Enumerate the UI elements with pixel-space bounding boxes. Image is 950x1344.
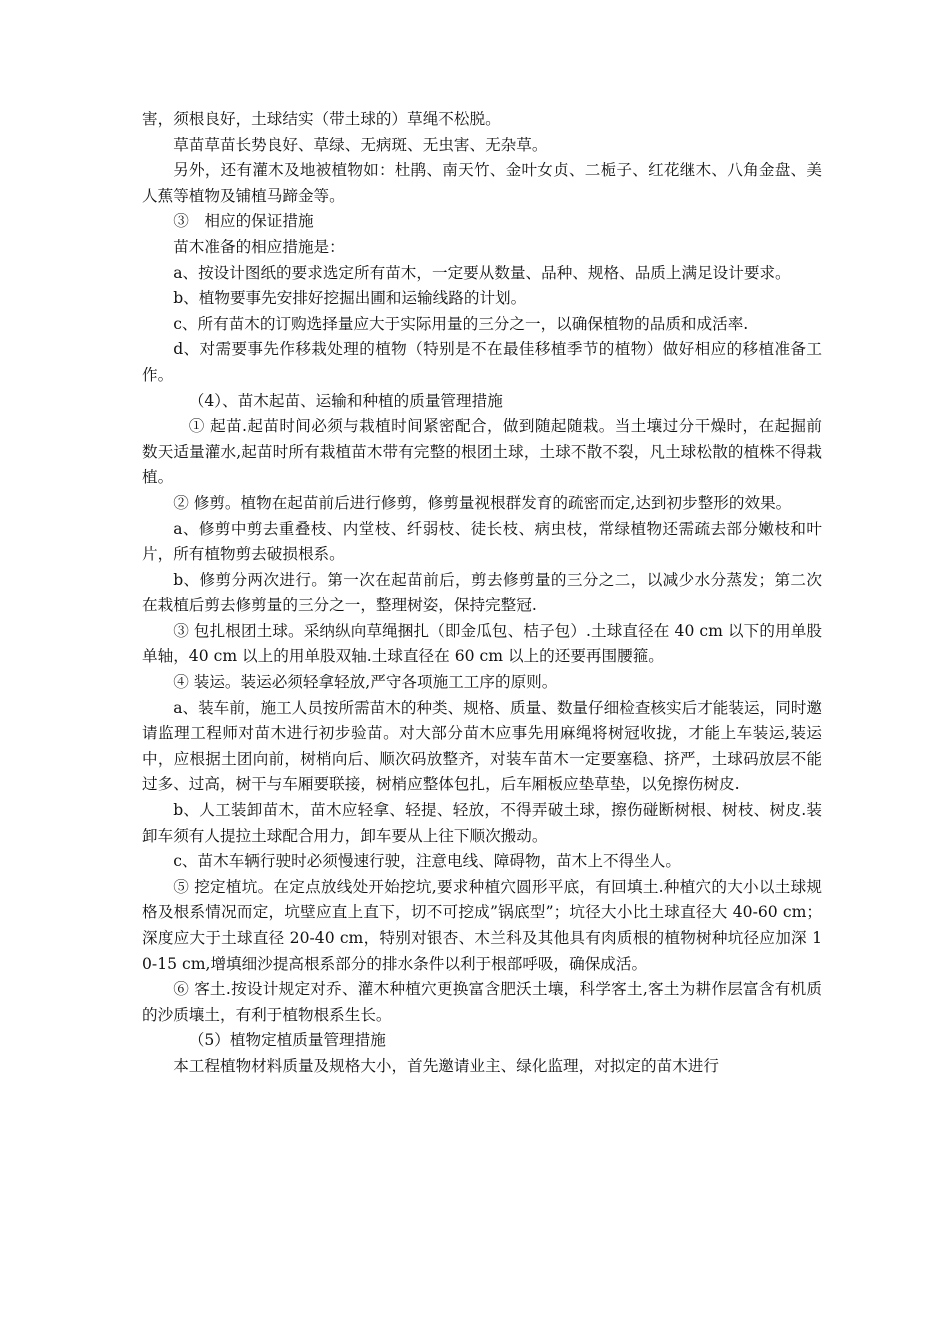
paragraph: ② 修剪。植物在起苗前后进行修剪，修剪量视根群发育的疏密而定,达到初步整形的效果。 (173, 493, 792, 512)
list-item: b、修剪分两次进行。第一次在起苗前后，剪去修剪量的三分之二，以减少水分蒸发；第二次在栽植后剪去修剪量的三分之一，整理树姿，保持完整冠. (142, 570, 822, 615)
list-item: c、苗木车辆行驶时必须慢速行驶，注意电线、障碍物，苗木上不得坐人。 (173, 852, 681, 871)
paragraph: 另外，还有灌木及地被植物如：杜鹃、南天竹、金叶女贞、二栀子、红花继木、八角金盘、美人蕉等植物及铺植马蹄金等。 (142, 161, 822, 205)
paragraph: ① 起苗.起苗时间必须与栽植时间紧密配合，做到随起随栽。当土壤过分干燥时，在起掘前数天适量灌水,起苗时所有栽植苗木带有完整的根团土球，土球不散不裂，凡土球松散的植株不得栽植。 (142, 417, 822, 487)
section-heading: （5）植物定植质量管理措施 (188, 1031, 386, 1050)
paragraph: ③ 包扎根团土球。采纳纵向草绳捆扎（即金瓜包、桔子包）.土球直径在 40 cm 以下的用单股单轴，40 cm 以上的用单股双轴.土球直径在 60 cm 以上的还要再围腰箍。 (142, 621, 822, 666)
list-item: c、所有苗木的订购选择量应大于实际用量的三分之一，以确保植物的品质和成活率. (173, 314, 749, 333)
paragraph: 草苗草苗长势良好、草绿、无病斑、无虫害、无杂草。 (173, 135, 548, 154)
list-item: b、人工装卸苗木，苗木应轻拿、轻提、轻放，不得弄破土球，擦伤碰断树根、树枝、树皮.装卸车须有人提拉土球配合用力，卸车要从上往下顺次搬动。 (142, 801, 822, 845)
paragraph: 本工程植物材料质量及规格大小，首先邀请业主、绿化监理，对拟定的苗木进行 (173, 1056, 719, 1075)
document-page (142, 107, 822, 1080)
paragraph: ④ 装运。装运必须轻拿轻放,严守各项施工工序的原则。 (173, 673, 558, 692)
paragraph: ⑥ 客土.按设计规定对乔、灌木种植穴更换富含肥沃土壤，科学客土,客土为耕作层富含有机质的沙质壤土，有利于植物根系生长。 (142, 980, 822, 1024)
list-item: a、装车前，施工人员按所需苗木的种类、规格、质量、数量仔细检查核实后才能装运，同时邀请监理工程师对苗木进行初步验苗。对大部分苗木应事先用麻绳将树冠收拢，才能上车装运,装运中，应根据土团向前，树梢向后、顺次码放整齐，对装车苗木一定要塞稳、挤严，土球码放层不能过多、过高，树干与车厢要联接，树梢应整体包扎，后车厢板应垫草垫，以免擦伤树皮. (142, 698, 822, 794)
list-item: a、按设计图纸的要求选定所有苗木，一定要从数量、品种、规格、品质上满足设计要求。 (173, 263, 791, 282)
paragraph: 苗木准备的相应措施是： (173, 237, 345, 256)
list-item: d、对需要事先作移栽处理的植物（特别是不在最佳移植季节的植物）做好相应的移植准备工作。 (142, 340, 822, 384)
section-heading: （4）、苗木起苗、运输和种植的质量管理措施 (188, 391, 503, 410)
paragraph: 害，须根良好，土球结实（带土球的）草绳不松脱。 (142, 110, 501, 128)
list-item: a、修剪中剪去重叠枝、内堂枝、纤弱枝、徒长枝、病虫枝，常绿植物还需疏去部分嫩枝和叶片，所有植物剪去破损根系。 (142, 519, 822, 564)
paragraph: ⑤ 挖定植坑。在定点放线处开始挖坑,要求种植穴圆形平底，有回填土.种植穴的大小以土球规格及根系情况而定，坑壁应直上直下，切不可挖成”锅底型”；坑径大小比土球直径大 40-60 cm；深度应大于土球直径 20-40 cm，特别对银杏、木兰科及其他具有肉质根的植物树种坑径应加深 10-15 cm,增填细沙提高根系部分的排水条件以利于根部呼吸，确保成活。 (142, 877, 822, 973)
section-heading: ③ 相应的保证措施 (173, 212, 314, 231)
list-item: b、植物要事先安排好挖掘出圃和运输线路的计划。 (173, 289, 527, 308)
